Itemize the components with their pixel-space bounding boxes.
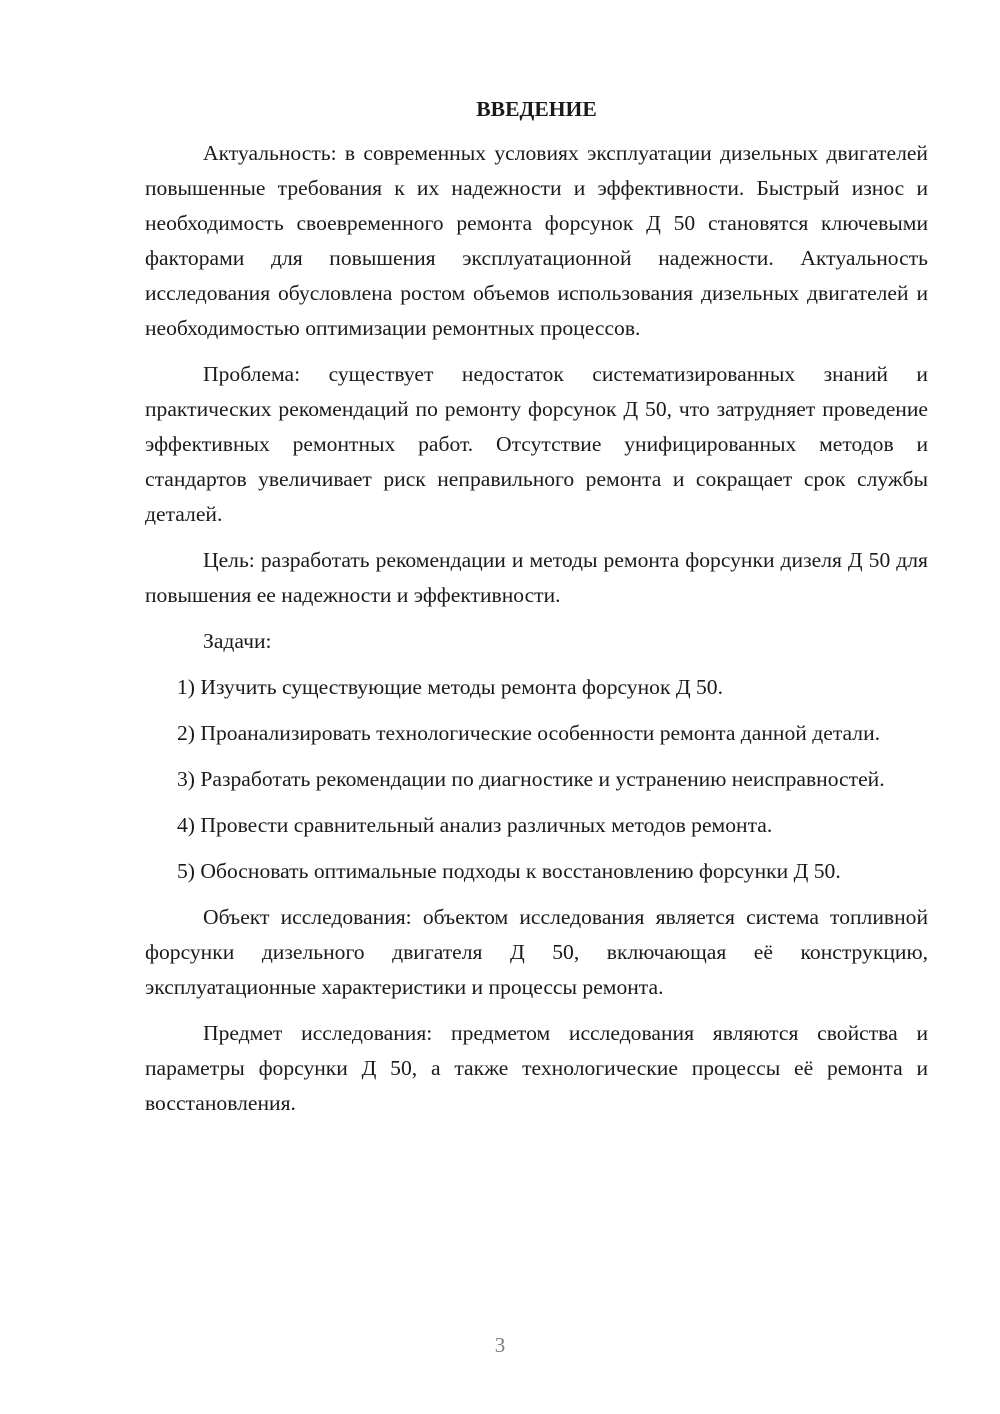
paragraph-relevance: Актуальность: в современных условиях эксплуатации дизельных двигателей повышенные требования к их надежности и эффективности. Быстрый износ и необходимость своевременного ремонта форсунок Д 50 становятся ключевыми факторами для повышения эксплуатационной надежности. Актуальность исследования обусловлена ростом объемов использования дизельных двигателей и необходимостью оптимизации ремонтных процессов. <box>145 141 928 340</box>
paragraph-subject: Предмет исследования: предметом исследования являются свойства и параметры форсунки Д 50, а также технологические процессы её ремонта и восстановления. <box>145 1021 928 1115</box>
task-item: 1) Изучить существующие методы ремонта форсунок Д 50. <box>177 675 723 699</box>
paragraph-object: Объект исследования: объектом исследования является система топливной форсунки дизельного двигателя Д 50, включающая её конструкцию, эксплуатационные характеристики и процессы ремонта. <box>145 905 928 999</box>
page-number: 3 <box>494 1333 506 1357</box>
section-title: ВВЕДЕНИЕ <box>476 97 597 121</box>
task-item: 4) Провести сравнительный анализ различных методов ремонта. <box>177 813 773 837</box>
task-item: 5) Обосновать оптимальные подходы к восстановлению форсунки Д 50. <box>177 859 841 883</box>
task-item: 3) Разработать рекомендации по диагностике и устранению неисправностей. <box>177 767 885 791</box>
task-item: 2) Проанализировать технологические особенности ремонта данной детали. <box>177 721 881 745</box>
tasks-heading: Задачи: <box>203 629 272 653</box>
paragraph-problem: Проблема: существует недостаток систематизированных знаний и практических рекомендаций по ремонту форсунок Д 50, что затрудняет проведение эффективных ремонтных работ. Отсутствие унифицированных методов и стандартов увеличивает риск неправильного ремонта и сокращает срок службы деталей. <box>145 362 928 526</box>
paragraph-goal: Цель: разработать рекомендации и методы ремонта форсунки дизеля Д 50 для повышения ее надежности и эффективности. <box>145 548 928 607</box>
document-page <box>145 92 928 1132</box>
